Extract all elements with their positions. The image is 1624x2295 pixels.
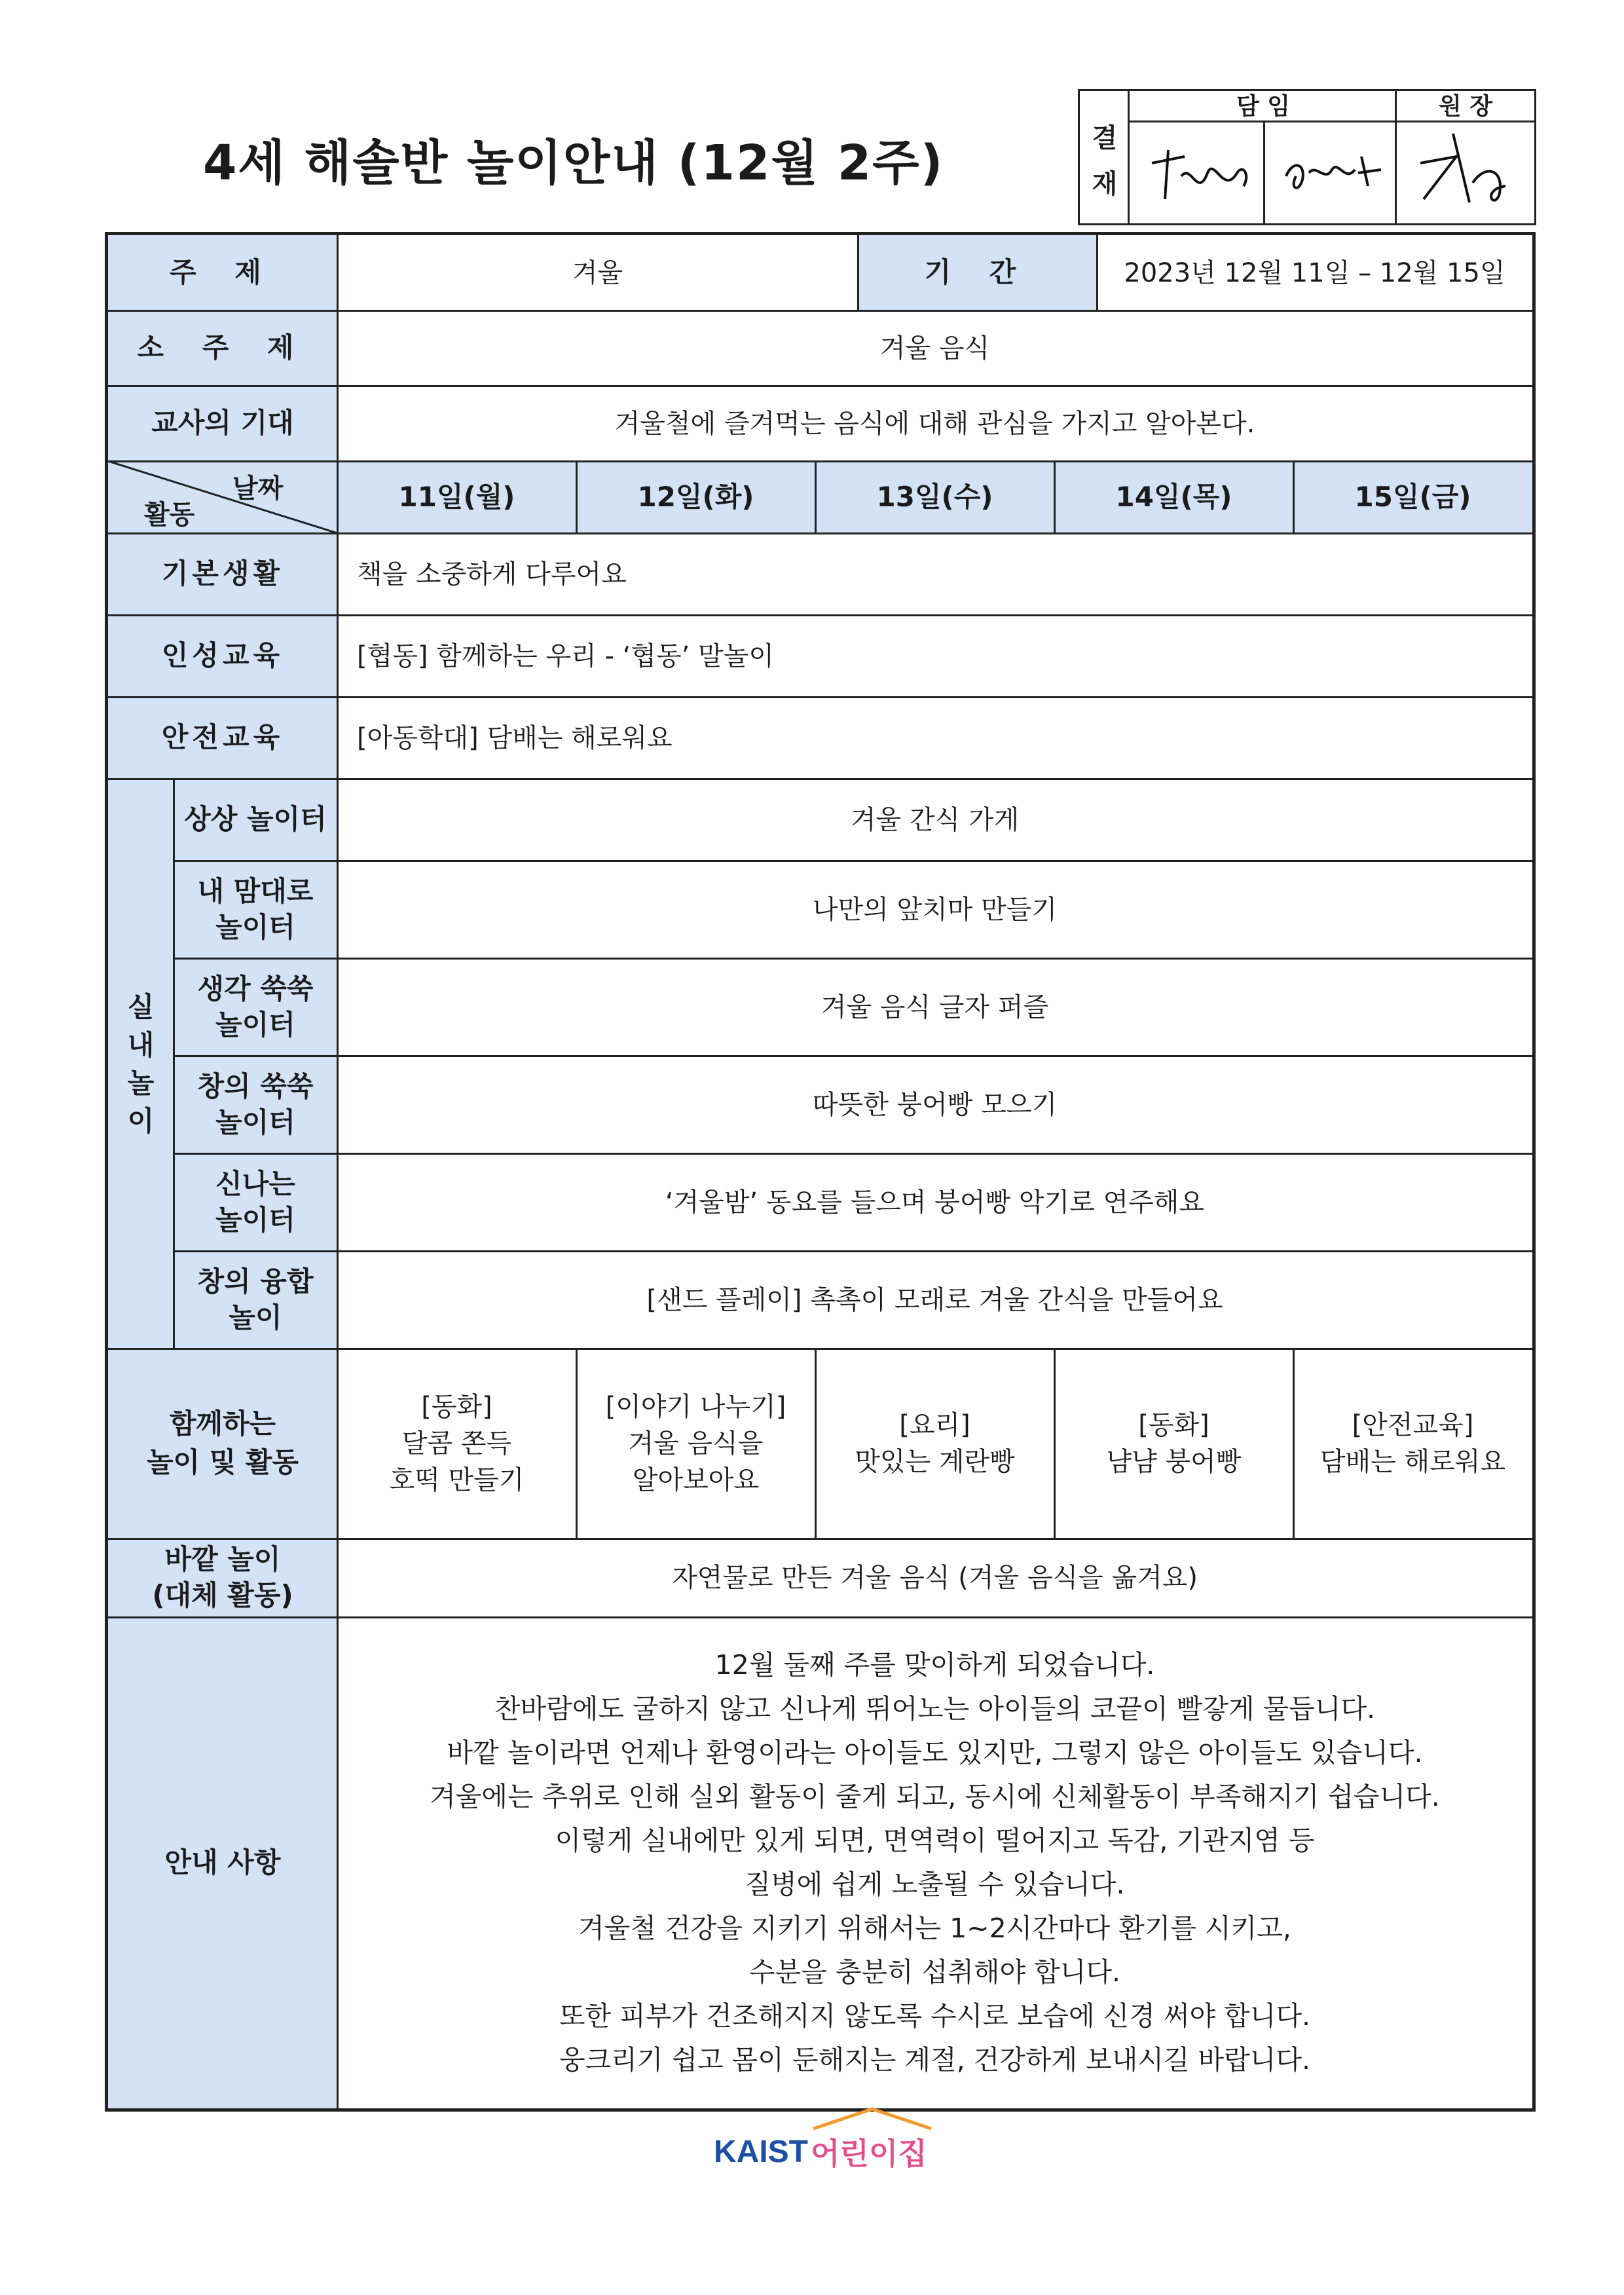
together-line: [동화] (421, 1392, 492, 1422)
notice-line: 12월 둘째 주를 맞이하게 되었습니다. (714, 1649, 1155, 1681)
outdoor-label-line: (대체 활동) (152, 1579, 293, 1611)
grid-line (108, 1348, 1532, 1350)
indoor-label-line: 놀이터 (215, 910, 295, 943)
grid-line (1054, 1349, 1056, 1539)
together-label (108, 1349, 337, 1539)
indoor-row-label (174, 958, 337, 1056)
homeroom-label: 담 임 (1236, 93, 1291, 120)
grid-line (1096, 235, 1098, 310)
subtheme-label: 소 주 제 (108, 310, 337, 386)
notice-line: 이렇게 실내에만 있게 되면, 면역력이 떨어지고 독감, 기관지염 등 (555, 1825, 1315, 1856)
grid-line (337, 235, 339, 2108)
indoor-group-char: 이 (127, 1105, 155, 1137)
theme-label: 주 제 (108, 235, 337, 310)
approval-label-bottom: 재 (1092, 169, 1118, 199)
indoor-row-value: 나만의 앞치마 만들기 (812, 894, 1058, 925)
indoor-row-value: 겨울 간식 가게 (850, 804, 1020, 835)
grid-line (108, 385, 1532, 387)
indoor-row-value: 겨울 음식 글자 퍼즐 (821, 992, 1049, 1022)
grid-line (1293, 461, 1295, 533)
plan-table (105, 232, 1536, 2112)
grid-line (174, 860, 1532, 862)
education-label: 기본생활 (108, 533, 337, 615)
indoor-group-char: 놀 (127, 1067, 155, 1099)
grid-line (815, 461, 817, 533)
homeroom-signature-1 (1145, 137, 1257, 209)
outdoor-label-line: 바깥 놀이 (164, 1543, 281, 1576)
together-line: 알아보아요 (632, 1465, 760, 1495)
director-label: 원 장 (1438, 93, 1493, 120)
indoor-label-line: 생각 쑥쑥 (197, 972, 314, 1005)
together-line: [이야기 나누기] (605, 1392, 786, 1422)
day-header: 15일(금) (1293, 461, 1532, 533)
notice-line: 바깥 놀이라면 언제나 환영이라는 아이들도 있지만, 그렇지 않은 아이들도 있습니다. (447, 1737, 1423, 1768)
grid-line (576, 1349, 578, 1539)
grid-line (1054, 461, 1056, 533)
period-value: 2023년 12월 11일 – 12월 15일 (1124, 257, 1505, 288)
indoor-label-line: 놀이터 (215, 1203, 295, 1236)
notice-line: 웅크리기 쉽고 몸이 둔해지는 계절, 건강하게 보내시길 바랍니다. (559, 2044, 1311, 2076)
indoor-row-label (174, 1153, 337, 1251)
notice-line: 수분을 충분히 섭취해야 합니다. (748, 1956, 1120, 1988)
page-title: 4세 해솔반 놀이안내 (12월 2주) (203, 135, 944, 191)
indoor-group-char: 내 (127, 1029, 155, 1061)
kindergarten-logo (714, 2129, 927, 2174)
outdoor-value: 자연물로 만든 겨울 음식 (겨울 음식을 옮겨요) (671, 1563, 1198, 1593)
indoor-row-label (174, 779, 337, 861)
outdoor-label (108, 1539, 337, 1617)
grid-line (174, 1153, 1532, 1155)
indoor-label-line: 놀이터 (215, 1106, 295, 1138)
notice-line: 또한 피부가 건조해지지 않도록 수시로 보습에 신경 써야 합니다. (559, 2000, 1311, 2032)
day-header: 12일(화) (576, 461, 815, 533)
grid-line (108, 778, 1532, 780)
day-header: 14일(목) (1054, 461, 1293, 533)
together-line: 겨울 음식을 (628, 1428, 764, 1459)
subtheme-value: 겨울 음식 (879, 333, 990, 364)
logo-kinder: 어린이집 (811, 2136, 927, 2171)
grid-line (1293, 1349, 1295, 1539)
together-line: [요리] (899, 1410, 970, 1440)
indoor-label-line: 상상 놀이터 (184, 803, 327, 836)
together-line: 담배는 해로워요 (1320, 1447, 1506, 1477)
grid-line (174, 1055, 1532, 1057)
education-value: [아동학대] 담배는 해로워요 (357, 722, 673, 753)
education-value: 책을 소중하게 다루어요 (357, 559, 627, 589)
director-signature (1407, 124, 1525, 215)
notice-label: 안내 사항 (108, 1617, 337, 2108)
indoor-group-char: 실 (127, 991, 155, 1023)
expectation-label: 교사의 기대 (108, 386, 337, 461)
day-header: 13일(수) (815, 461, 1054, 533)
education-label: 안전교육 (108, 697, 337, 779)
approval-box (1078, 89, 1536, 225)
grid-line (576, 461, 578, 533)
together-line: 달콤 쫀득 (401, 1428, 512, 1459)
indoor-row-label (174, 861, 337, 958)
indoor-label-line: 놀이터 (215, 1008, 295, 1041)
notice-body (337, 1617, 1532, 2108)
indoor-row-value: 따뜻한 붕어빵 모으기 (812, 1089, 1058, 1120)
period-label: 기 간 (858, 235, 1097, 310)
together-item (1293, 1349, 1532, 1539)
indoor-label-line: 창의 융합 (197, 1265, 314, 1297)
grid-line (857, 235, 859, 310)
corner-diagonal (108, 461, 337, 533)
corner-activity-label: 활동 (144, 500, 195, 530)
indoor-label-line: 내 맘대로 (197, 874, 314, 907)
together-label-line: 놀이 및 활동 (146, 1446, 299, 1478)
expectation-value: 겨울철에 즐겨먹는 음식에 대해 관심을 가지고 알아본다. (614, 408, 1255, 439)
indoor-row-label (174, 1251, 337, 1349)
together-line: 호떡 만들기 (389, 1465, 525, 1495)
grid-line (108, 1538, 1532, 1540)
logo-kaist: KAIST (714, 2134, 808, 2169)
grid-line (174, 1250, 1532, 1252)
together-item (1054, 1349, 1293, 1539)
indoor-row-value: [샌드 플레이] 촉촉이 모래로 겨울 간식을 만들어요 (646, 1284, 1223, 1315)
day-header: 11일(월) (337, 461, 576, 533)
indoor-label-line: 놀이 (229, 1301, 282, 1334)
approval-label-top: 결 (1092, 123, 1118, 153)
notice-line: 겨울에는 추위로 인해 실외 활동이 줄게 되고, 동시에 신체활동이 부족해지기 쉽습니다. (430, 1781, 1440, 1812)
approval-divider (1395, 91, 1397, 223)
indoor-group-label (108, 988, 174, 1140)
notice-line: 겨울철 건강을 지키기 위해서는 1~2시간마다 환기를 시키고, (578, 1912, 1291, 1944)
together-item (815, 1349, 1054, 1539)
theme-value: 겨울 (572, 257, 623, 288)
education-value: [협동] 함께하는 우리 - ‘협동’ 말놀이 (357, 641, 774, 671)
homeroom-signature-2 (1276, 137, 1388, 209)
corner-date-label: 날짜 (232, 474, 284, 504)
education-label: 인성교육 (108, 615, 337, 697)
grid-line (108, 614, 1532, 616)
together-line: 맛있는 계란빵 (855, 1447, 1015, 1477)
house-roof-icon (807, 2105, 938, 2131)
grid-line (815, 1349, 817, 1539)
grid-line (108, 310, 1532, 312)
approval-divider (1263, 122, 1265, 223)
grid-line (108, 460, 1532, 462)
indoor-label-line: 창의 쑥쑥 (197, 1070, 314, 1102)
notice-line: 질병에 쉽게 노출될 수 있습니다. (745, 1869, 1125, 1900)
together-label-line: 함께하는 (169, 1408, 276, 1440)
grid-line (174, 958, 1532, 960)
indoor-row-label (174, 1056, 337, 1153)
together-line: 냠냠 붕어빵 (1106, 1447, 1242, 1477)
logo-house (808, 2130, 927, 2173)
notice-line: 찬바람에도 굴하지 않고 신나게 뛰어노는 아이들의 코끝이 빨갛게 물듭니다. (494, 1693, 1376, 1725)
together-item (337, 1349, 576, 1539)
approval-label-cell (1080, 91, 1130, 223)
together-line: [안전교육] (1352, 1410, 1474, 1440)
grid-line (108, 696, 1532, 698)
grid-line (108, 532, 1532, 534)
together-item (576, 1349, 815, 1539)
grid-line (173, 779, 175, 1349)
indoor-row-value: ‘겨울밤’ 동요를 들으며 붕어빵 악기로 연주해요 (665, 1187, 1205, 1218)
grid-line (108, 1616, 1532, 1618)
indoor-label-line: 신나는 (215, 1167, 295, 1200)
together-line: [동화] (1138, 1410, 1209, 1440)
